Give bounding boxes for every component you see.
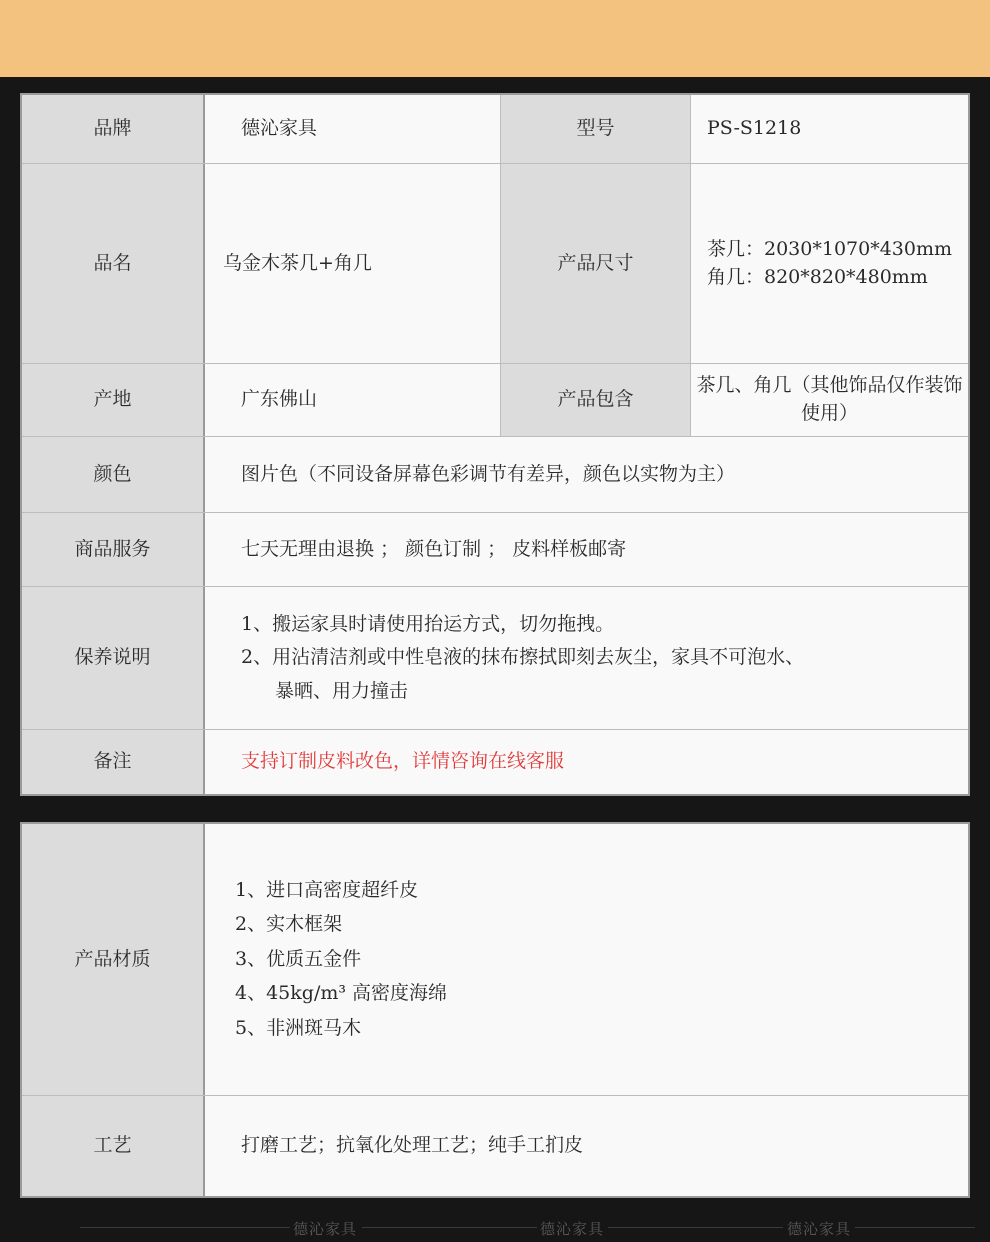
- size-line: 茶几：2030*1070*430mm: [707, 237, 953, 260]
- care-label: 保养说明: [22, 587, 205, 729]
- service-label: 商品服务: [22, 513, 205, 586]
- row-material: [22, 824, 968, 1096]
- color-label: 颜色: [22, 437, 205, 512]
- care-line: 暴晒、用力撞击: [275, 679, 409, 702]
- origin-value: 广东佛山: [205, 364, 500, 436]
- material-line: 1、进口高密度超纤皮: [235, 878, 419, 901]
- size-line: 角几：820*820*480mm: [707, 265, 928, 288]
- care-line: 1、搬运家具时请使用抬运方式，切勿拖拽。: [241, 612, 615, 635]
- size-label: 产品尺寸: [500, 164, 691, 363]
- watermark-divider: [855, 1227, 975, 1228]
- color-value: 图片色（不同设备屏幕色彩调节有差异，颜色以实物为主）: [205, 437, 968, 512]
- row-origin: [22, 364, 968, 437]
- row-note: [22, 730, 968, 794]
- watermark-text: 德沁家具: [540, 1220, 605, 1238]
- brand-label: 品牌: [22, 95, 205, 163]
- row-brand: [22, 95, 968, 164]
- note-value: 支持订制皮料改色，详情咨询在线客服: [205, 730, 968, 794]
- service-value: 七天无理由退换 ； 颜色订制 ； 皮料样板邮寄: [205, 513, 968, 586]
- material-label: 产品材质: [22, 824, 205, 1095]
- name-label: 品名: [22, 164, 205, 363]
- name-value: 乌金木茶几+角几: [205, 164, 500, 363]
- watermark-divider: [80, 1227, 290, 1228]
- row-name: [22, 164, 968, 364]
- package-line: 使用）: [800, 402, 858, 424]
- row-color: [22, 437, 968, 513]
- top-accent-band: [0, 0, 990, 77]
- note-label: 备注: [22, 730, 205, 794]
- spec-table: [20, 93, 970, 796]
- watermark-text: 德沁家具: [787, 1220, 852, 1238]
- watermark-text: 德沁家具: [293, 1220, 358, 1238]
- watermark-divider: [362, 1227, 537, 1228]
- material-table: [20, 822, 970, 1198]
- care-value: [205, 587, 968, 729]
- package-value: [691, 364, 968, 436]
- model-label: 型号: [500, 95, 691, 163]
- package-label: 产品包含: [500, 364, 691, 436]
- watermark-divider: [608, 1227, 783, 1228]
- size-value: [691, 164, 968, 363]
- material-line: 3、优质五金件: [235, 947, 362, 970]
- material-line: 4、45kg/m³ 高密度海绵: [235, 982, 448, 1005]
- material-line: 2、实木框架: [235, 913, 343, 936]
- material-value: [205, 824, 968, 1095]
- material-line: 5、非洲斑马木: [235, 1016, 362, 1039]
- row-care: [22, 587, 968, 730]
- brand-value: 德沁家具: [205, 95, 500, 163]
- craft-value: 打磨工艺；抗氧化处理工艺；纯手工扪皮: [205, 1096, 968, 1196]
- row-craft: [22, 1096, 968, 1196]
- row-service: [22, 513, 968, 587]
- care-line: 2、用沾清洁剂或中性皂液的抹布擦拭即刻去灰尘，家具不可泡水、: [241, 646, 805, 669]
- craft-label: 工艺: [22, 1096, 205, 1196]
- origin-label: 产地: [22, 364, 205, 436]
- package-line: 茶几、角几（其他饰品仅作装饰: [696, 374, 963, 397]
- model-value: PS-S1218: [691, 95, 968, 163]
